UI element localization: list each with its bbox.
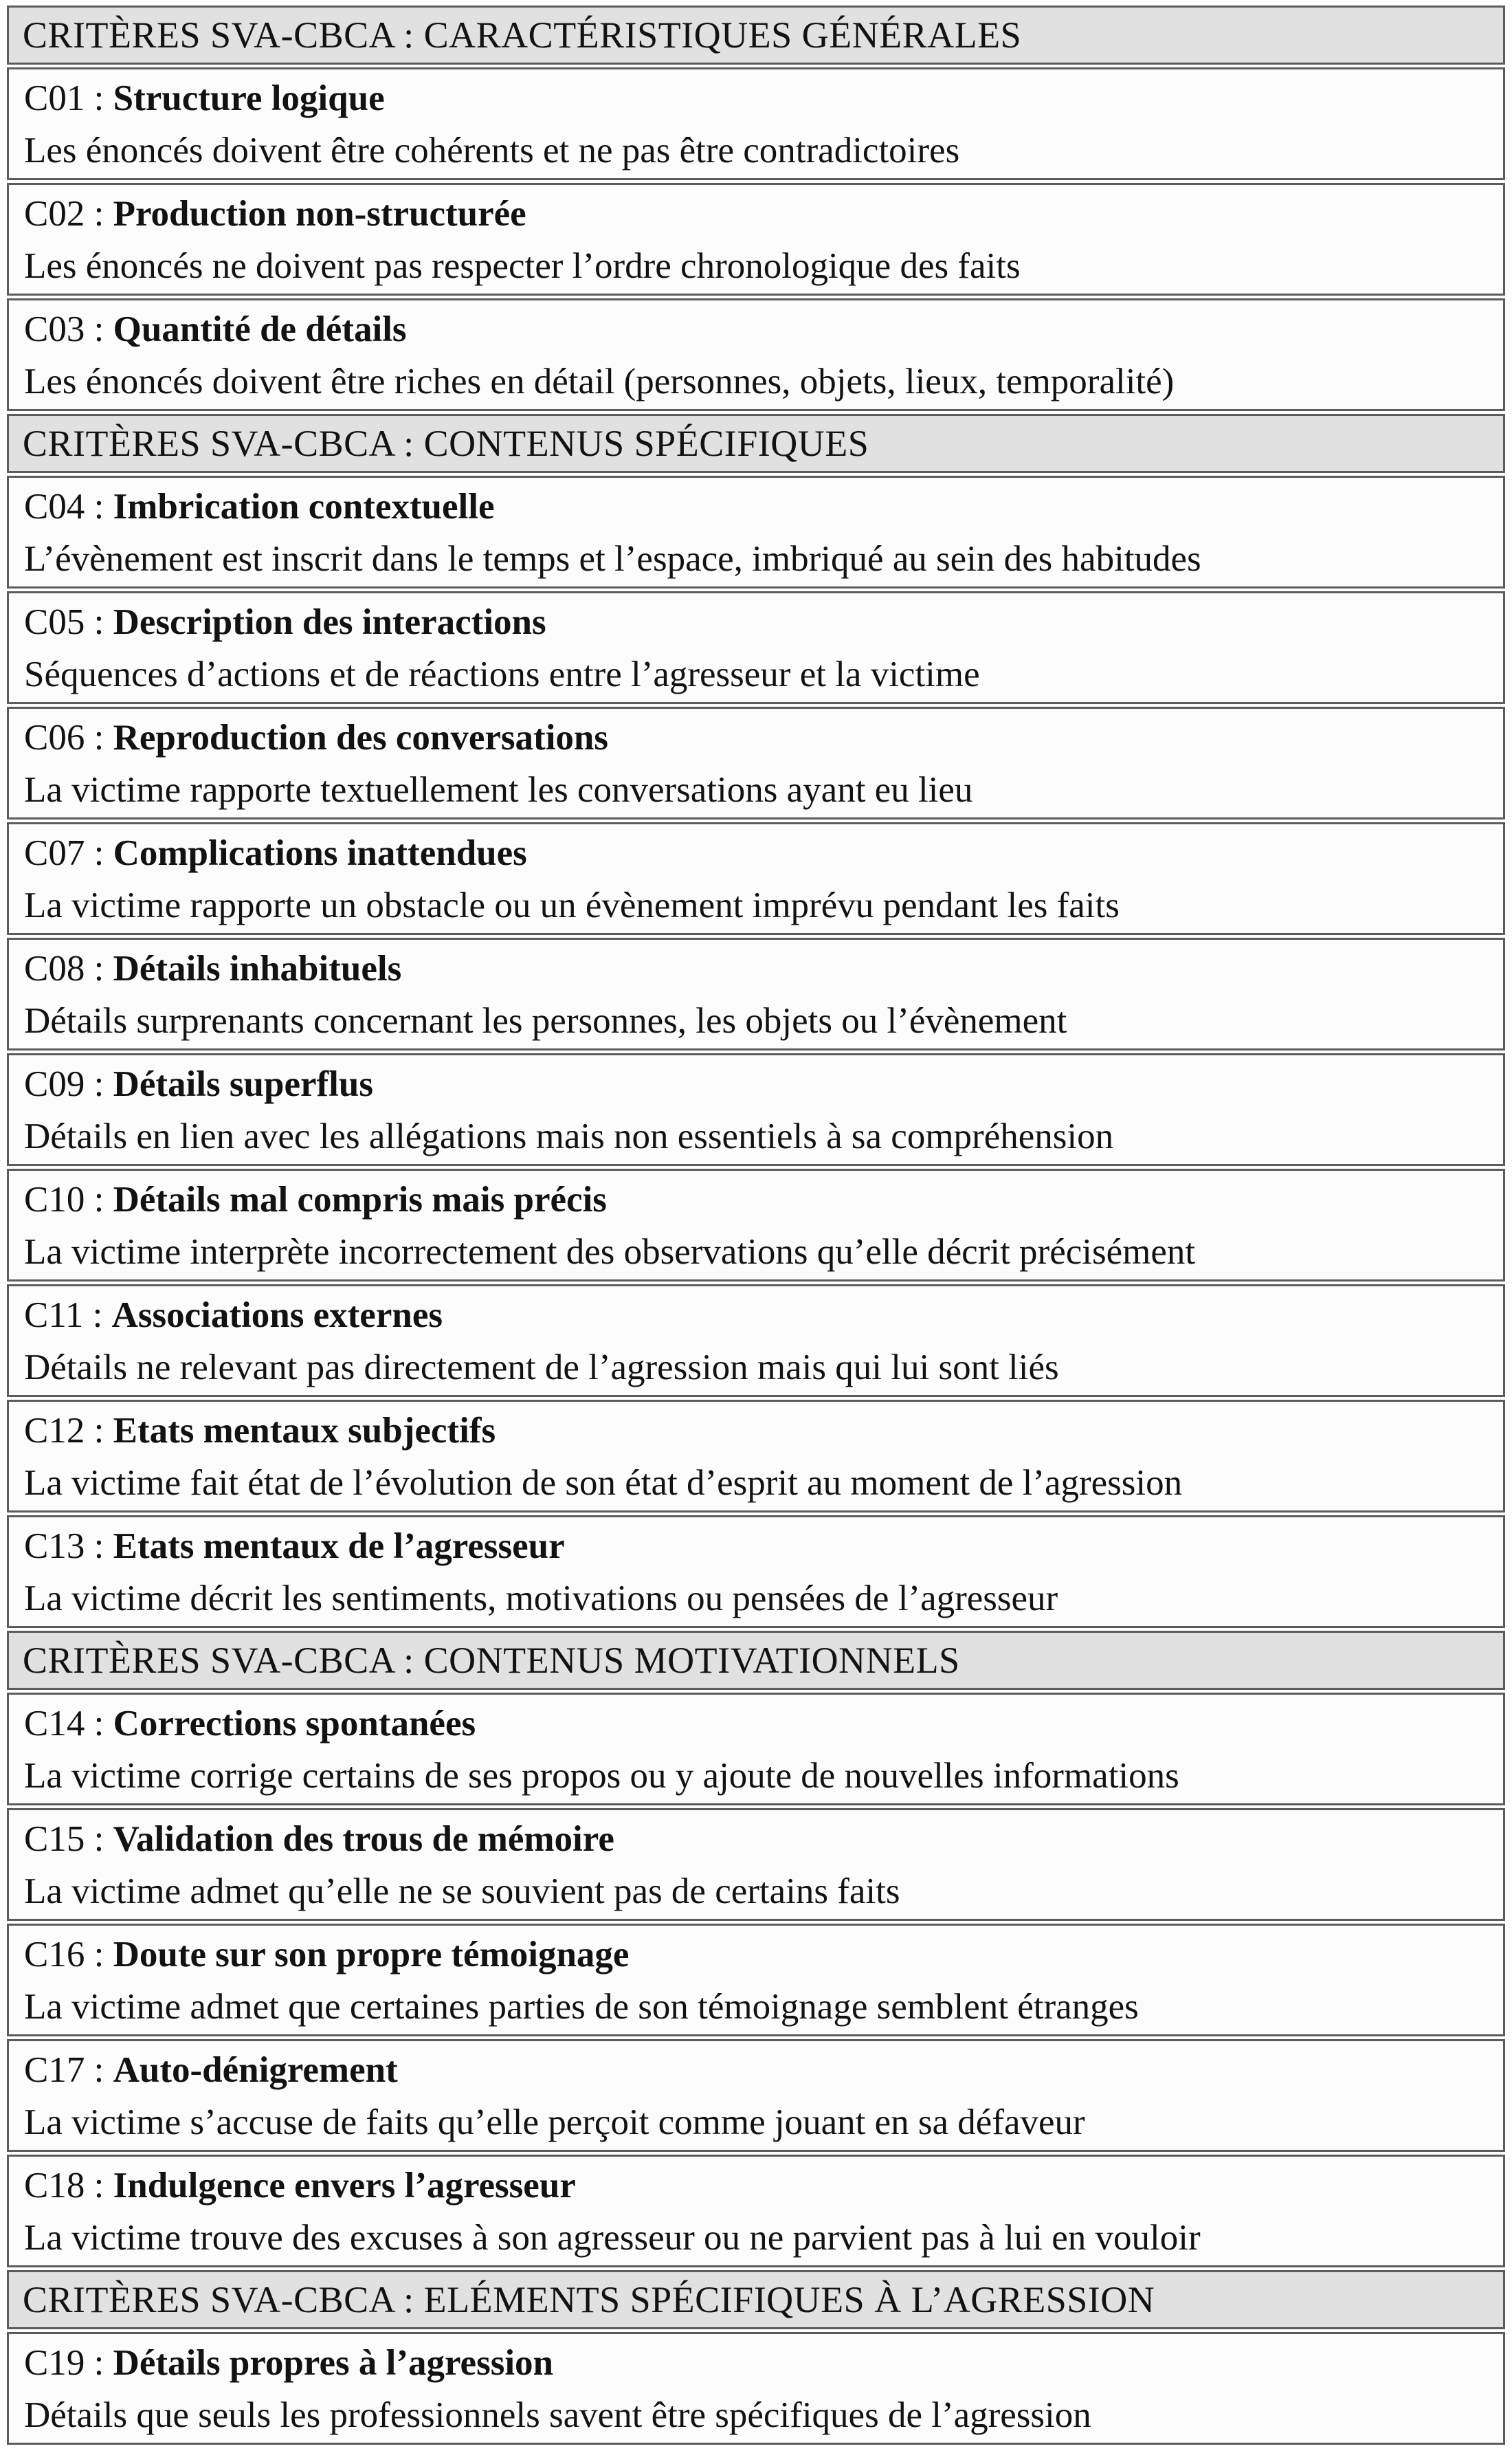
criterion-title: Indulgence envers l’agresseur: [113, 2166, 576, 2206]
criterion-separator: :: [85, 487, 113, 527]
criterion-separator: :: [85, 602, 113, 642]
criterion-title-line: [24, 827, 1496, 879]
criterion-description: La victime rapporte textuellement les conversations ayant eu lieu: [24, 770, 973, 810]
criterion-separator: :: [85, 78, 113, 118]
criterion-separator: :: [85, 1935, 113, 1974]
criterion-code: C02: [24, 194, 85, 234]
criterion-title-line: [24, 1058, 1496, 1110]
section-header-row: [7, 6, 1505, 65]
criterion-code: C17: [24, 2050, 85, 2090]
criterion-code: C16: [24, 1935, 85, 1974]
criterion-separator: :: [85, 309, 113, 349]
criterion-row: [7, 1169, 1505, 1282]
criterion-title: Validation des trous de mémoire: [113, 1819, 614, 1859]
criterion-title-line: [24, 1697, 1496, 1750]
criterion-title-line: [24, 1174, 1496, 1226]
criterion-title: Structure logique: [113, 78, 385, 118]
criterion-description: La victime rapporte un obstacle ou un évènement imprévu pendant les faits: [24, 886, 1120, 925]
criterion-title-line: [24, 2159, 1496, 2212]
criterion-code: C08: [24, 949, 85, 989]
criterion-separator: :: [85, 1704, 113, 1744]
criterion-title-line: [24, 1520, 1496, 1572]
criterion-separator: :: [85, 1411, 113, 1451]
criterion-description: L’évènement est inscrit dans le temps et l’espace, imbriqué au sein des habitudes: [24, 539, 1201, 579]
section-header-row: [7, 414, 1505, 473]
section-header-label: CRITÈRES SVA-CBCA : CONTENUS MOTIVATIONNELS: [23, 1640, 960, 1681]
criterion-title: Reproduction des conversations: [113, 718, 609, 758]
criterion-separator: :: [85, 2343, 113, 2383]
criterion-code: C03: [24, 309, 85, 349]
criterion-description: Détails en lien avec les allégations mais non essentiels à sa compréhension: [24, 1116, 1114, 1156]
criterion-row: [7, 822, 1505, 935]
criterion-row: [7, 183, 1505, 296]
criterion-row: [7, 1284, 1505, 1397]
section-header-label: CRITÈRES SVA-CBCA : CONTENUS SPÉCIFIQUES: [23, 423, 869, 464]
criterion-description: Détails que seuls les professionnels savent être spécifiques de l’agression: [24, 2395, 1091, 2435]
criterion-description: La victime admet qu’elle ne se souvient pas de certains faits: [24, 1871, 900, 1911]
criterion-title-line: [24, 188, 1496, 240]
criterion-code: C09: [24, 1064, 85, 1104]
criterion-title: Détails propres à l’agression: [113, 2343, 554, 2383]
criterion-row: [7, 1400, 1505, 1512]
criterion-separator: :: [85, 949, 113, 989]
criterion-title-line: [24, 1289, 1496, 1341]
criterion-separator: :: [85, 1064, 113, 1104]
criterion-row: [7, 67, 1505, 180]
criterion-row: [7, 2155, 1505, 2267]
criterion-code: C07: [24, 833, 85, 873]
criterion-separator: :: [85, 718, 113, 758]
criterion-row: [7, 298, 1505, 411]
criterion-separator: :: [83, 1295, 112, 1335]
criterion-description: Les énoncés doivent être riches en détail (personnes, objets, lieux, temporalité): [24, 362, 1175, 402]
criterion-title: Détails inhabituels: [113, 949, 402, 989]
criterion-title: Détails superflus: [113, 1064, 373, 1104]
criterion-title-line: [24, 303, 1496, 355]
criterion-separator: :: [85, 194, 113, 234]
criterion-title-line: [24, 72, 1496, 124]
criterion-code: C14: [24, 1704, 85, 1744]
criterion-separator: :: [85, 833, 113, 873]
criterion-code: C12: [24, 1411, 85, 1451]
criterion-description: Détails ne relevant pas directement de l’agression mais qui lui sont liés: [24, 1348, 1059, 1387]
section-header-row: [7, 1631, 1505, 1690]
criterion-code: C04: [24, 487, 85, 527]
criterion-title-line: [24, 712, 1496, 764]
section-header-label: CRITÈRES SVA-CBCA : ELÉMENTS SPÉCIFIQUES À L’AGRESSION: [23, 2279, 1155, 2320]
criterion-title-line: [24, 481, 1496, 533]
criterion-description: Les énoncés doivent être cohérents et ne pas être contradictoires: [24, 131, 960, 170]
criterion-title: Auto-dénigrement: [113, 2050, 398, 2090]
criterion-title: Production non-structurée: [113, 194, 526, 234]
section-header-row: [7, 2270, 1505, 2329]
criterion-row: [7, 1515, 1505, 1628]
criterion-separator: :: [85, 2166, 113, 2206]
criterion-description: La victime admet que certaines parties de son témoignage semblent étranges: [24, 1987, 1139, 2027]
criterion-description: Séquences d’actions et de réactions entre l’agresseur et la victime: [24, 654, 980, 694]
criterion-separator: :: [85, 1819, 113, 1859]
criterion-title-line: [24, 1405, 1496, 1457]
criteria-table: [7, 6, 1505, 2445]
criterion-title: Etats mentaux subjectifs: [113, 1411, 496, 1451]
criterion-title: Quantité de détails: [113, 309, 407, 349]
section-header-label: CRITÈRES SVA-CBCA : CARACTÉRISTIQUES GÉNÉRALES: [23, 14, 1022, 56]
criterion-row: [7, 1693, 1505, 1805]
criterion-title-line: [24, 596, 1496, 648]
criterion-code: C05: [24, 602, 85, 642]
criterion-row: [7, 1053, 1505, 1166]
criterion-description: Détails surprenants concernant les personnes, les objets ou l’évènement: [24, 1001, 1067, 1041]
criterion-row: [7, 2039, 1505, 2152]
criterion-title: Imbrication contextuelle: [113, 487, 495, 527]
criterion-code: C18: [24, 2166, 85, 2206]
criterion-description: La victime décrit les sentiments, motivations ou pensées de l’agresseur: [24, 1578, 1058, 1618]
criterion-code: C10: [24, 1180, 85, 1220]
criterion-title-line: [24, 1928, 1496, 1981]
criterion-title: Complications inattendues: [113, 833, 527, 873]
criterion-row: [7, 938, 1505, 1050]
criterion-row: [7, 1924, 1505, 2036]
criterion-code: C06: [24, 718, 85, 758]
criterion-description: La victime interprète incorrectement des observations qu’elle décrit précisément: [24, 1232, 1196, 1272]
criterion-title: Détails mal compris mais précis: [113, 1180, 607, 1220]
criterion-title: Doute sur son propre témoignage: [113, 1935, 630, 1974]
criterion-title: Corrections spontanées: [113, 1704, 476, 1744]
criterion-title: Description des interactions: [113, 602, 546, 642]
criterion-title-line: [24, 1813, 1496, 1865]
criterion-separator: :: [85, 1180, 113, 1220]
criterion-row: [7, 591, 1505, 704]
criterion-title-line: [24, 2044, 1496, 2096]
criterion-title-line: [24, 943, 1496, 995]
criterion-row: [7, 707, 1505, 820]
criterion-description: La victime s’accuse de faits qu’elle perçoit comme jouant en sa défaveur: [24, 2102, 1085, 2142]
criterion-title: Etats mentaux de l’agresseur: [113, 1526, 565, 1566]
criterion-row: [7, 476, 1505, 588]
criterion-title: Associations externes: [111, 1295, 443, 1335]
criterion-description: Les énoncés ne doivent pas respecter l’ordre chronologique des faits: [24, 246, 1021, 286]
criterion-separator: :: [85, 1526, 113, 1566]
criterion-row: [7, 2332, 1505, 2445]
criterion-row: [7, 1808, 1505, 1921]
criterion-code: C01: [24, 78, 85, 118]
criterion-description: La victime corrige certains de ses propos ou y ajoute de nouvelles informations: [24, 1756, 1179, 1796]
criterion-code: C19: [24, 2343, 85, 2383]
criterion-description: La victime fait état de l’évolution de son état d’esprit au moment de l’agression: [24, 1463, 1183, 1503]
criterion-code: C11: [24, 1295, 84, 1335]
criterion-code: C13: [24, 1526, 85, 1566]
criterion-title-line: [24, 2337, 1496, 2389]
criterion-separator: :: [85, 2050, 113, 2090]
criterion-description: La victime trouve des excuses à son agresseur ou ne parvient pas à lui en vouloir: [24, 2218, 1201, 2258]
criterion-code: C15: [24, 1819, 85, 1859]
